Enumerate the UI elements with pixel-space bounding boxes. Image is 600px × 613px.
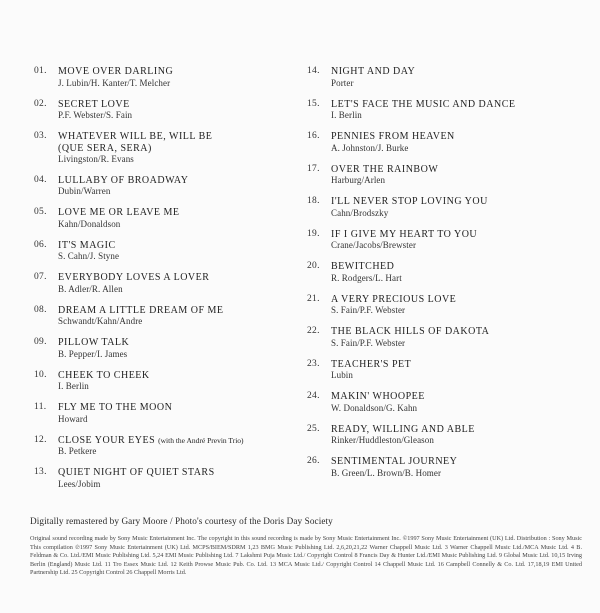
track-title: IT'S MAGIC	[58, 239, 116, 251]
track-number: 17.	[307, 163, 320, 174]
track-credit: W. Donaldson/G. Kahn	[331, 402, 418, 413]
track-number: 19.	[307, 228, 320, 239]
track-entry	[34, 66, 296, 99]
track-credit: Kahn/Donaldson	[58, 218, 121, 229]
track-entry	[307, 359, 587, 392]
track-credit: Lees/Jobim	[58, 478, 101, 489]
track-entry	[34, 337, 296, 370]
track-entry	[34, 175, 296, 208]
track-title: PENNIES FROM HEAVEN	[331, 131, 455, 142]
track-credit: B. Green/L. Brown/B. Homer	[331, 467, 442, 478]
track-title: QUIET NIGHT OF QUIET STARS	[58, 467, 215, 478]
track-number: 25.	[307, 423, 320, 434]
track-number: 14.	[307, 66, 320, 76]
track-entry	[34, 240, 296, 273]
track-number: 08.	[34, 304, 47, 315]
track-credit: Rinker/Huddleston/Gleason	[331, 435, 434, 445]
track-title: CLOSE YOUR EYES	[58, 434, 156, 446]
track-title: LET'S FACE THE MUSIC AND DANCE	[331, 98, 516, 110]
track-title: NIGHT AND DAY	[331, 66, 416, 77]
track-number: 16.	[307, 131, 320, 141]
track-credit: R. Rodgers/L. Hart	[331, 272, 402, 283]
track-entry	[307, 196, 587, 229]
track-number: 05.	[34, 207, 47, 217]
track-title: SECRET LOVE	[58, 98, 130, 110]
track-credit: B. Pepper/I. James	[58, 348, 128, 359]
tracklist-right-column	[307, 66, 587, 489]
track-title: LULLABY OF BROADWAY	[58, 174, 189, 186]
track-entry	[34, 99, 296, 132]
track-number: 06.	[34, 239, 47, 250]
track-number: 09.	[34, 337, 47, 347]
track-entry	[34, 467, 296, 500]
track-credit: Lubin	[331, 370, 353, 380]
track-entry	[307, 66, 587, 99]
track-title: WHATEVER WILL BE, WILL BE	[58, 131, 213, 142]
remastering-credit: Digitally remastered by Gary Moore / Photo's courtesy of the Doris Day Society	[30, 516, 333, 526]
track-entry	[34, 370, 296, 403]
track-number: 26.	[307, 456, 320, 466]
track-credit: Schwandt/Kahn/Andre	[58, 316, 143, 326]
track-credit: I. Berlin	[331, 110, 362, 120]
track-credit: Porter	[331, 77, 354, 88]
track-credit: Dubin/Warren	[58, 186, 111, 196]
track-title: THE BLACK HILLS OF DAKOTA	[331, 326, 490, 337]
track-entry	[34, 272, 296, 305]
track-number: 02.	[34, 98, 47, 109]
track-entry	[34, 207, 296, 240]
track-title: FLY ME TO THE MOON	[58, 402, 173, 413]
track-title: READY, WILLING AND ABLE	[331, 423, 475, 435]
track-entry	[34, 435, 296, 468]
track-number: 07.	[34, 272, 47, 282]
track-title: OVER THE RAINBOW	[331, 163, 439, 175]
track-title: BEWITCHED	[331, 261, 395, 272]
track-entry	[307, 391, 587, 424]
track-title: CHEEK TO CHEEK	[58, 369, 150, 381]
track-number: 22.	[307, 326, 320, 336]
track-credit: Harburg/Arlen	[331, 175, 386, 185]
track-number: 15.	[307, 98, 320, 109]
track-number: 23.	[307, 358, 320, 369]
track-number: 20.	[307, 261, 320, 271]
track-number: 21.	[307, 293, 320, 304]
track-number: 12.	[34, 434, 47, 445]
copyright-small-print: Original sound recording made by Sony Music Entertainment Inc. The copyright in this sound recording is made by Sony Music Entertainment Inc. ©1997 Sony Music Entertainment (UK) Ltd. Distribution : Sony Music This compilation ℗1997 Sony Music Entertainment (UK) Ltd. MCPS/BIEM/SDRM 1,23 BMG Music Publishing Ltd. 2,6,20,21,22 Warner Chappell Music Ltd. 3 Warner Chappell Music Ltd./MCA Music Ltd. 4 B. Feldman & Co. Ltd./EMI Music Publishing Ltd. 5,24 EMI Music Publishing Ltd. 7 Lakshmi Puja Music Ltd./ Copyright Control 8 Francis Day & Hunter Ltd./EMI Music Publishing Ltd. 9 Global Music Ltd. 10,15 Irving Berlin (England) Music Ltd. 11 Tro Essex Music Ltd. 12 Keith Prowse Music Pub. Co. Ltd. 13 MCA Music Ltd./ Copyright Control 14 Chappell Music Ltd. 16 Campbell Connelly & Co. Ltd. 17,18,19 EMI United Partnership Ltd. 25 Copyright Control 26 Chappell Morris Ltd.	[30, 535, 582, 577]
track-title-row	[58, 435, 296, 447]
track-credit: S. Fain/P.F. Webster	[331, 337, 406, 348]
track-credit: J. Lubin/H. Kanter/T. Melcher	[58, 77, 171, 88]
track-entry	[307, 229, 587, 262]
track-title: SENTIMENTAL JOURNEY	[331, 456, 458, 467]
track-entry	[307, 424, 587, 457]
track-entry	[34, 402, 296, 435]
track-credit: I. Berlin	[58, 381, 89, 391]
track-title: TEACHER'S PET	[331, 358, 412, 370]
track-title: DREAM A LITTLE DREAM OF ME	[58, 304, 224, 316]
track-entry	[307, 261, 587, 294]
tracklist-left-column	[34, 66, 296, 500]
track-credit: B. Petkere	[58, 446, 97, 456]
track-number: 13.	[34, 467, 47, 477]
track-note: (with the André Previn Trio)	[158, 435, 244, 445]
track-credit: B. Adler/R. Allen	[58, 283, 123, 294]
track-title-line2: (QUE SERA, SERA)	[58, 142, 152, 154]
track-number: 11.	[34, 402, 47, 412]
track-title: PILLOW TALK	[58, 337, 130, 348]
track-entry	[34, 305, 296, 338]
track-entry	[307, 131, 587, 164]
track-number: 01.	[34, 66, 47, 76]
track-entry	[307, 456, 587, 489]
track-title: IF I GIVE MY HEART TO YOU	[331, 228, 478, 240]
track-credit: S. Fain/P.F. Webster	[331, 305, 406, 315]
track-title: MOVE OVER DARLING	[58, 66, 174, 77]
track-credit: P.F. Webster/S. Fain	[58, 110, 133, 120]
track-title: LOVE ME OR LEAVE ME	[58, 207, 180, 218]
track-title: A VERY PRECIOUS LOVE	[331, 293, 457, 305]
track-number: 10.	[34, 369, 47, 380]
track-credit: A. Johnston/J. Burke	[331, 142, 409, 153]
track-title: I'LL NEVER STOP LOVING YOU	[331, 196, 488, 207]
track-entry	[34, 131, 296, 175]
track-credit: Howard	[58, 413, 88, 424]
track-credit: Crane/Jacobs/Brewster	[331, 240, 417, 250]
track-entry	[307, 294, 587, 327]
track-credit: Livingston/R. Evans	[58, 154, 134, 164]
track-number: 03.	[34, 131, 47, 141]
track-entry	[307, 164, 587, 197]
track-number: 04.	[34, 174, 47, 185]
track-entry	[307, 99, 587, 132]
track-number: 24.	[307, 391, 320, 401]
track-title: MAKIN' WHOOPEE	[331, 391, 425, 402]
track-number: 18.	[307, 196, 320, 206]
track-credit: S. Cahn/J. Styne	[58, 251, 120, 261]
track-entry	[307, 326, 587, 359]
track-title: EVERYBODY LOVES A LOVER	[58, 272, 210, 283]
track-credit: Cahn/Brodszky	[331, 207, 389, 218]
